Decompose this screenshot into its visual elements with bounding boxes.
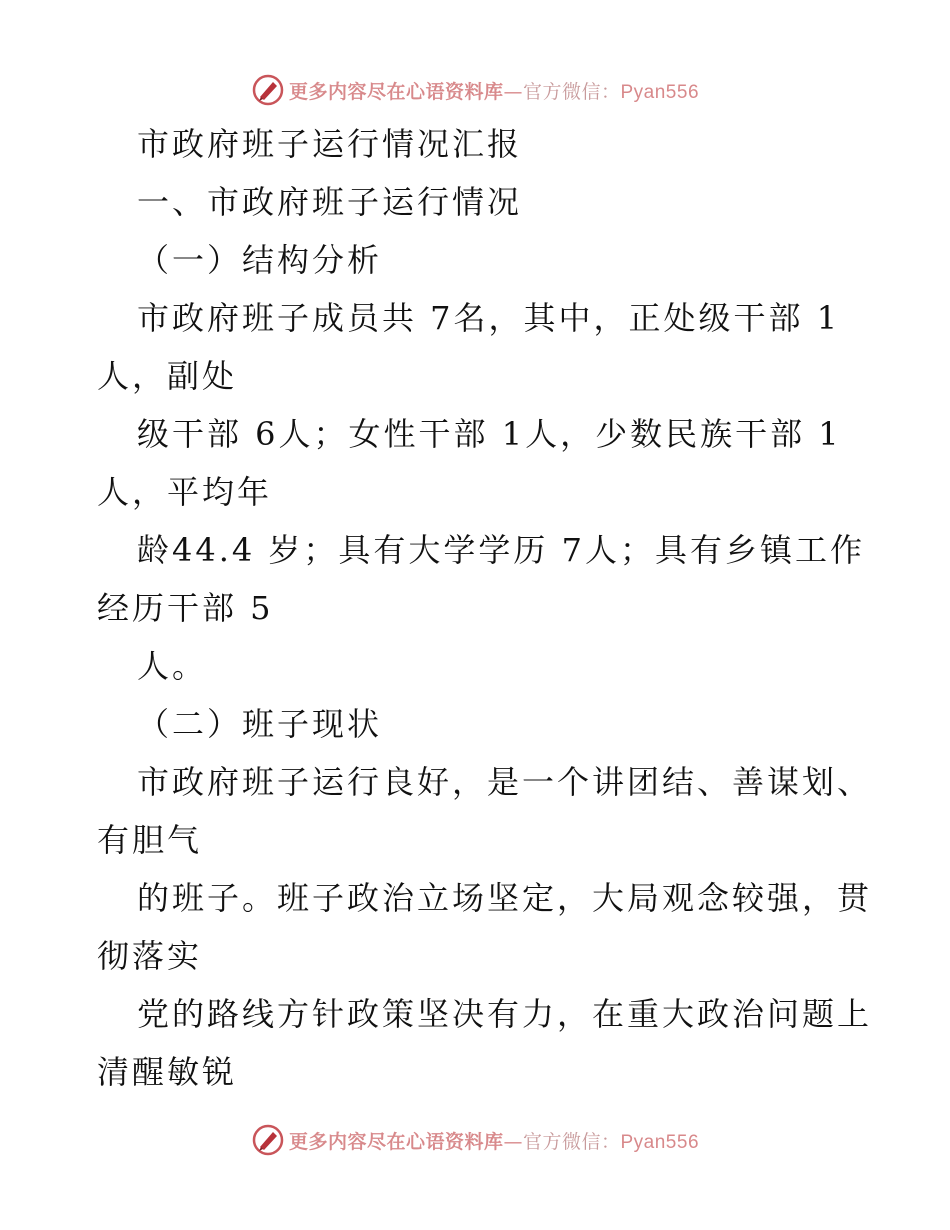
document-body	[97, 115, 873, 1101]
paragraph-line: 级干部 6人；女性干部 1人，少数民族干部 1	[137, 415, 842, 453]
watermark-label: 官方微信：	[522, 80, 621, 103]
watermark-banner-bottom	[0, 1120, 950, 1160]
watermark-separator: —	[503, 80, 523, 103]
watermark-banner-top	[0, 70, 950, 110]
watermark-id: Pyan556	[620, 81, 700, 103]
paragraph-line: 人。	[137, 647, 208, 685]
subsection-heading: （一）结构分析	[137, 241, 383, 279]
pen-logo-icon	[251, 1123, 285, 1157]
paragraph-line: 的班子。班子政治立场坚定，大局观念较强，贯	[137, 879, 873, 917]
section-heading: 一、市政府班子运行情况	[137, 183, 523, 221]
paragraph-line: 有胆气	[97, 821, 203, 859]
watermark-prefix: 更多内容尽在心语资料库	[288, 80, 504, 103]
watermark-text	[289, 77, 699, 104]
watermark-label: 官方微信：	[522, 1130, 621, 1153]
paragraph-line: 党的路线方针政策坚决有力，在重大政治问题上	[137, 995, 873, 1033]
paragraph-line: 经历干部 5	[97, 589, 274, 627]
paragraph-line: 市政府班子运行良好，是一个讲团结、善谋划、	[137, 763, 873, 801]
paragraph-line: 清醒敏锐	[97, 1053, 238, 1091]
watermark-id: Pyan556	[620, 1131, 700, 1153]
paragraph-line: 人，平均年	[97, 473, 273, 511]
paragraph-line: 人，副处	[97, 357, 238, 395]
subsection-heading: （二）班子现状	[137, 705, 383, 743]
watermark-text	[289, 1127, 699, 1154]
watermark-prefix: 更多内容尽在心语资料库	[288, 1130, 504, 1153]
watermark-separator: —	[503, 1130, 523, 1153]
paragraph-line: 龄44.4 岁；具有大学学历 7人；具有乡镇工作	[137, 531, 865, 569]
paragraph-line: 彻落实	[97, 937, 203, 975]
paragraph-line: 市政府班子成员共 7名，其中，正处级干部 1	[137, 299, 841, 337]
pen-logo-icon	[251, 73, 285, 107]
document-title: 市政府班子运行情况汇报	[137, 125, 523, 163]
